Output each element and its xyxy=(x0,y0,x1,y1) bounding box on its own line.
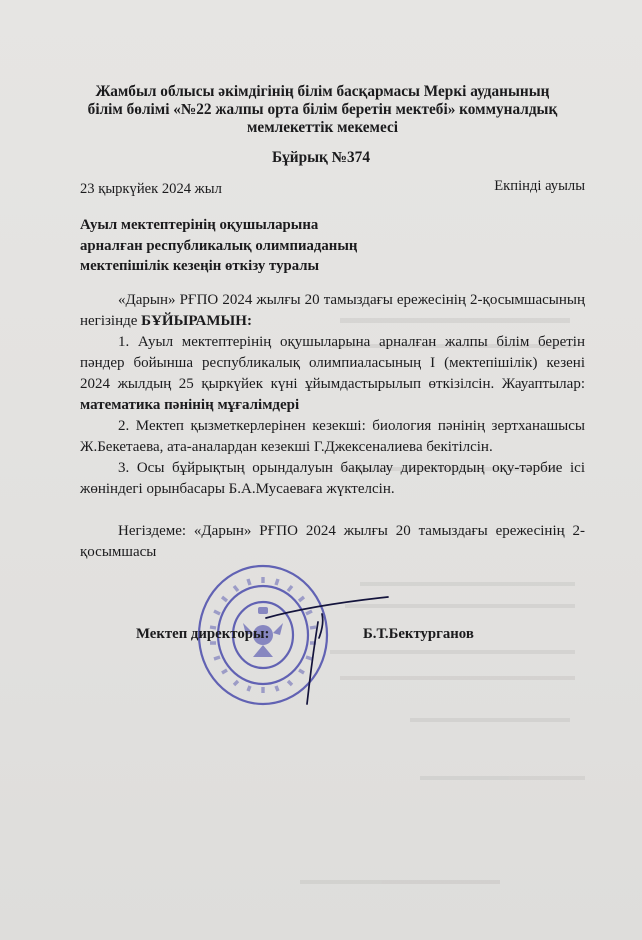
preamble-paragraph xyxy=(80,290,585,332)
header-line: білім бөлімі «№22 жалпы орта білім беретін мектебі» коммуналдық xyxy=(87,101,558,118)
signature xyxy=(262,592,392,707)
item-1-text: 1. Ауыл мектептерінің оқушыларына арналған жалпы білім беретін пәндер бойынша республикалық олимпиаласының I (мектепішілік) кезені 2024 жылдың 25 қыркүйек күні ұйымдастырылып өткізілсін. Жауаптылар: xyxy=(80,334,585,392)
header-line: Жамбыл облысы әкімдігінің білім басқармасы Меркі ауданының xyxy=(95,83,550,100)
basis-paragraph: Негіздеме: «Дарын» РҒПО 2024 жылғы 20 тамыздағы ережесінің 2-қосымшасы xyxy=(80,523,585,560)
item-2: 2. Мектеп қызметкерлерінен кезекші: биология пәнінің зертханашысы Ж.Бекетаева, ата-аналардан кезекші Г.Джексеналиева бекітілсін. xyxy=(80,418,585,455)
subject-line: арналған республикалық олимпиаданың xyxy=(80,237,358,254)
item-3: 3. Осы бұйрықтың орындалуын бақылау директордың оқу-тәрбие ісі жөніндегі орынбасары Б.А.Мусаеваға жүктелсін. xyxy=(80,460,585,497)
signatory-name: Б.Т.Бектурганов xyxy=(363,626,474,642)
order-keyword: БҰЙЫРАМЫН: xyxy=(141,313,252,329)
order-title: Бұйрық №374 xyxy=(272,149,370,166)
subject-line: Ауыл мектептерінің оқушыларына xyxy=(80,217,319,233)
order-body xyxy=(80,290,585,563)
order-subject xyxy=(80,215,410,277)
signatory-role: Мектеп директоры: xyxy=(136,626,270,642)
institution-header xyxy=(60,83,585,137)
preamble-text: «Дарын» РҒПО 2024 жылғы 20 тамыздағы ережесінің 2-қосымшасының негізінде xyxy=(80,292,585,329)
order-date: 23 қыркүйек 2024 жыл xyxy=(80,181,222,197)
item-1-responsible: математика пәнінің мұғалімдері xyxy=(80,397,300,413)
order-place: Екпінді ауылы xyxy=(494,178,585,194)
header-line: мемлекеттік мекемесі xyxy=(246,119,398,136)
subject-line: мектепішілік кезеңін өткізу туралы xyxy=(80,258,320,274)
item-1 xyxy=(80,332,585,416)
